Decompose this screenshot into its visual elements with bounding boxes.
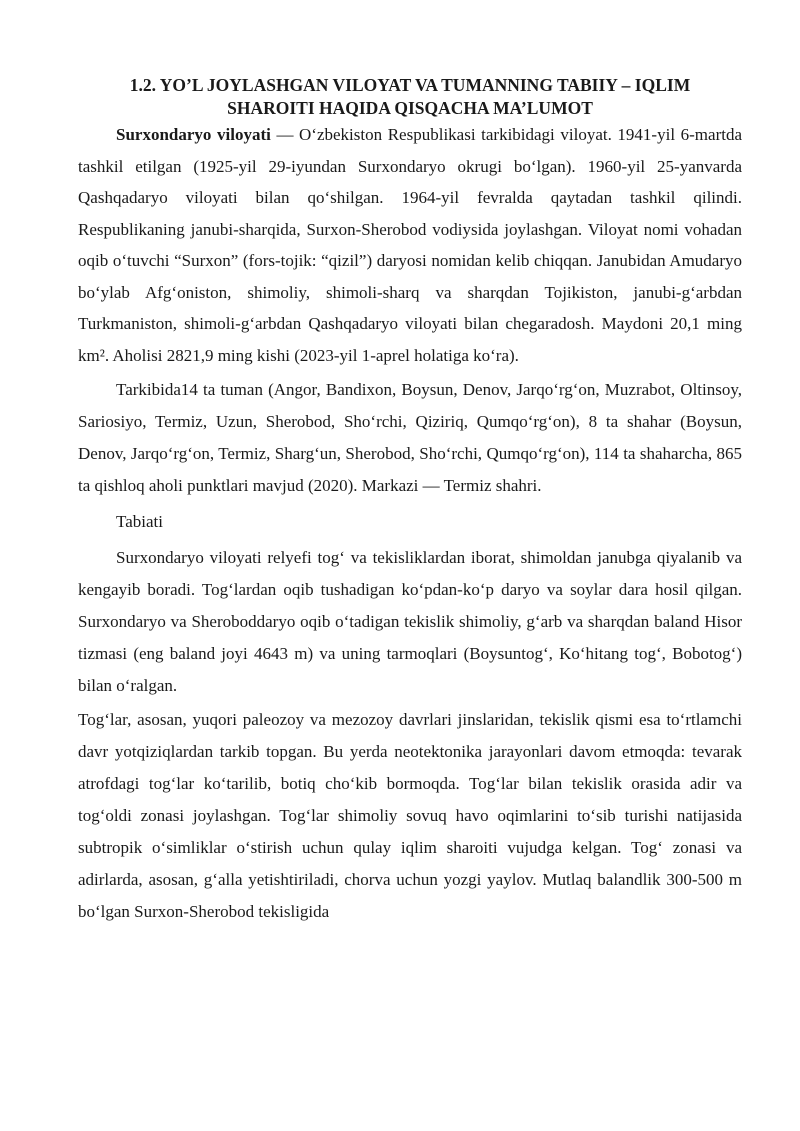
title-line-1: 1.2. YO’L JOYLASHGAN VILOYAT VA TUMANNING TABIIY – IQLIM [129, 75, 691, 95]
paragraph-intro-text: — Oʻzbekiston Respublikasi tarkibidagi viloyat. 1941-yil 6-martda tashkil etilgan (1925-yil 29-iyundan Surxondaryo okrugi boʻlgan). 1960-yil 25-yanvarda Qashqadaryo viloyati bilan qoʻshilgan. 1964-yil fevralda qaytadan tashkil qilindi. Respublikaning janubi-sharqida, Surxon-Sherobod vodiysida joylashgan. Viloyat nomi vohadan oqib oʻtuvchi “Surxon” (fors-tojik: “qizil”) daryosi nomidan kelib chiqqan. Janubidan Amudaryo boʻylab Afgʻoniston, shimoliy, shimoli-sharq va sharqdan Tojikiston, janubi-gʻarbdan Turkmaniston, shimoli-gʻarbdan Qashqadaryo viloyati bilan chegaradosh. Maydoni 20,1 ming km². Aholisi 2821,9 ming kishi (2023-yil 1-aprel holatiga koʻra). [78, 125, 742, 365]
paragraph-districts: Tarkibida14 ta tuman (Angor, Bandixon, Boysun, Denov, Jarqoʻrgʻon, Muzrabot, Oltinsoy, Sariosiyo, Termiz, Uzun, Sherobod, Shoʻrchi, Qiziriq, Qumqoʻrgʻon), 8 ta shahar (Boysun, Denov, Jarqoʻrgʻon, Termiz, Shargʻun, Sherobod, Shoʻrchi, Qumqoʻrgʻon), 114 ta shaharcha, 865 ta qishloq aholi punktlari mavjud (2020). Markazi — Termiz shahri. [78, 380, 742, 495]
title-line-2: SHAROITI HAQIDA QISQACHA MA’LUMOT [227, 98, 593, 118]
paragraph-relief: Surxondaryo viloyati relyefi togʻ va tekisliklardan iborat, shimoldan janubga qiyalanib va kengayib boradi. Togʻlardan oqib tushadigan koʻpdan-koʻp daryo va soylar dara hosil qilgan. Surxondaryo va Sheroboddaryo oqib oʻtadigan tekislik shimoliy, gʻarb va sharqdan baland Hisor tizmasi (eng baland joyi 4643 m) va uning tarmoqlari (Boysuntogʻ, Koʻhitang togʻ, Bobotogʻ) bilan oʻralgan. [78, 548, 742, 695]
paragraph-intro [78, 119, 742, 371]
document-page [78, 74, 742, 928]
page-title [78, 74, 742, 120]
section-heading: Tabiati [116, 512, 163, 531]
paragraph-geology: Togʻlar, asosan, yuqori paleozoy va mezozoy davrlari jinslaridan, tekislik qismi esa toʻrtlamchi davr yotqiziqlardan tarkib topgan. Bu yerda neotektonika jarayonlari davom etmoqda: tevarak atrofdagi togʻlar koʻtarilib, botiq choʻkib bormoqda. Togʻlar bilan tekislik orasida adir va togʻoldi zonasi joylashgan. Togʻlar shimoliy sovuq havo oqimlarini toʻsib turishi natijasida subtropik oʻsimliklar oʻstirish uchun qulay iqlim sharoiti vujudga kelgan. Togʻ zonasi va adirlarda, asosan, gʻalla yetishtiriladi, chorva uchun yozgi yaylov. Mutlaq balandlik 300-500 m boʻlgan Surxon-Sherobod tekisligida [78, 710, 742, 921]
paragraph-lead-term: Surxondaryo viloyati [116, 125, 271, 144]
